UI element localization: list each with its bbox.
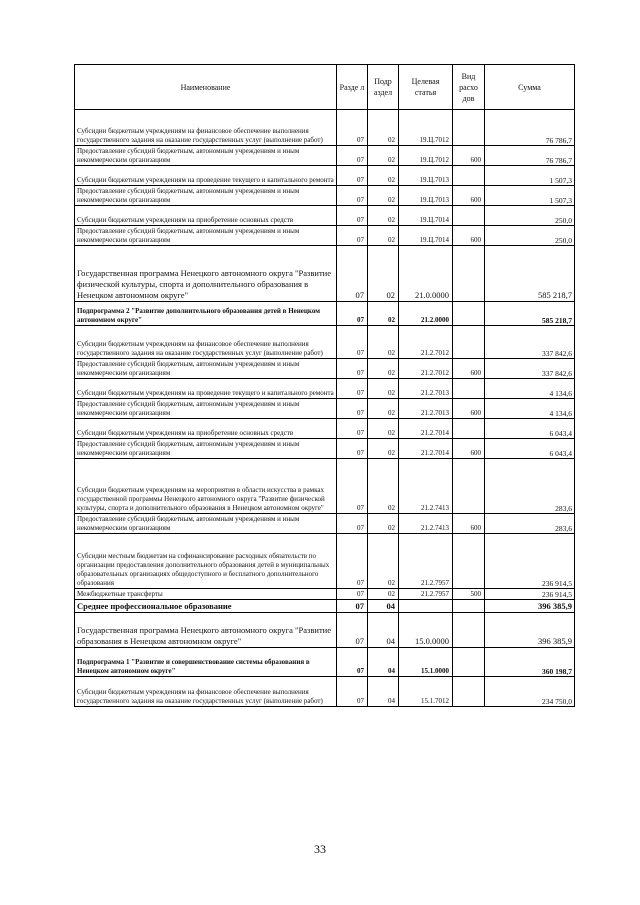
cell-section: 07 (337, 399, 368, 419)
cell-amount: 1 507,3 (485, 166, 575, 186)
cell-section: 07 (337, 326, 368, 359)
cell-expense-type (453, 459, 485, 514)
cell-expense-type (453, 246, 485, 302)
cell-subsection: 02 (368, 359, 399, 379)
cell-name: Субсидии бюджетным учреждениям на финансовое обеспечение выполнения государственного задания на оказание государственных услуг (выполнение работ) (75, 326, 337, 359)
cell-subsection: 02 (368, 589, 399, 600)
cell-amount: 585 218,7 (485, 246, 575, 302)
cell-target: 21.2.7013 (399, 379, 453, 399)
table-row (75, 648, 575, 677)
cell-expense-type (453, 613, 485, 648)
cell-target: 21.0.0000 (399, 246, 453, 302)
cell-subsection: 02 (368, 226, 399, 246)
cell-subsection: 02 (368, 146, 399, 166)
cell-expense-type: 600 (453, 439, 485, 459)
cell-name: Субсидии местным бюджетам на софинансирование расходных обязательств по организации предоставления дополнительного образования детей в муниципальных образовательных организациях общедоступного и бесплатного дополнительного образования (75, 534, 337, 589)
table-row (75, 589, 575, 600)
cell-expense-type (453, 206, 485, 226)
cell-subsection: 02 (368, 326, 399, 359)
page-number: 33 (314, 842, 326, 856)
table-row (75, 399, 575, 419)
cell-target: 15.1.0000 (399, 648, 453, 677)
header-expense-type: Вид расхо дов (453, 65, 485, 110)
cell-section: 07 (337, 379, 368, 399)
cell-expense-type (453, 379, 485, 399)
cell-expense-type (453, 166, 485, 186)
cell-section: 07 (337, 246, 368, 302)
cell-target: 21.2.7957 (399, 534, 453, 589)
cell-subsection: 02 (368, 459, 399, 514)
cell-section: 07 (337, 419, 368, 439)
cell-target: 19.Ц.7014 (399, 226, 453, 246)
header-amount: Сумма (485, 65, 575, 110)
cell-expense-type: 600 (453, 359, 485, 379)
header-section: Разде л (337, 65, 368, 110)
cell-amount: 1 507,3 (485, 186, 575, 206)
cell-amount: 76 786,7 (485, 146, 575, 166)
cell-amount: 4 134,6 (485, 399, 575, 419)
table-row (75, 110, 575, 146)
cell-target: 19.Ц.7013 (399, 166, 453, 186)
cell-expense-type: 500 (453, 589, 485, 600)
cell-amount: 585 218,7 (485, 302, 575, 326)
cell-subsection: 02 (368, 399, 399, 419)
cell-section: 07 (337, 514, 368, 534)
cell-name: Государственная программа Ненецкого автономного округа "Развитие физической культуры, спорта и дополнительного образования в Ненецком автономном округе" (75, 246, 337, 302)
cell-section: 07 (337, 359, 368, 379)
cell-name: Предоставление субсидий бюджетным, автономным учреждениям и иным некоммерческим организациям (75, 186, 337, 206)
cell-section: 07 (337, 613, 368, 648)
table-row (75, 186, 575, 206)
cell-amount: 396 385,9 (485, 600, 575, 613)
cell-section: 07 (337, 146, 368, 166)
table-row (75, 226, 575, 246)
cell-subsection: 02 (368, 246, 399, 302)
cell-target: 21.2.7014 (399, 439, 453, 459)
cell-subsection: 02 (368, 186, 399, 206)
cell-name: Предоставление субсидий бюджетным, автономным учреждениям и иным некоммерческим организациям (75, 439, 337, 459)
cell-name: Предоставление субсидий бюджетным, автономным учреждениям и иным некоммерческим организациям (75, 359, 337, 379)
cell-subsection: 02 (368, 534, 399, 589)
cell-amount: 337 842,6 (485, 326, 575, 359)
cell-subsection: 04 (368, 613, 399, 648)
cell-subsection: 02 (368, 379, 399, 399)
table-row (75, 459, 575, 514)
cell-subsection: 02 (368, 439, 399, 459)
table-row (75, 302, 575, 326)
cell-amount: 396 385,9 (485, 613, 575, 648)
cell-subsection: 02 (368, 514, 399, 534)
cell-expense-type: 600 (453, 226, 485, 246)
cell-name: Субсидии бюджетным учреждениям на финансовое обеспечение выполнения государственного задания на оказание государственных услуг (выполнение работ) (75, 677, 337, 707)
cell-amount: 236 914,5 (485, 534, 575, 589)
cell-target (399, 600, 453, 613)
cell-subsection: 02 (368, 206, 399, 226)
cell-subsection: 04 (368, 600, 399, 613)
cell-amount: 236 914,5 (485, 589, 575, 600)
cell-amount: 360 198,7 (485, 648, 575, 677)
cell-section: 07 (337, 589, 368, 600)
cell-target: 21.2.7012 (399, 326, 453, 359)
cell-amount: 337 842,6 (485, 359, 575, 379)
cell-name: Субсидии бюджетным учреждениям на приобретение основных средств (75, 206, 337, 226)
cell-target: 21.2.7012 (399, 359, 453, 379)
cell-name: Предоставление субсидий бюджетным, автономным учреждениям и иным некоммерческим организациям (75, 146, 337, 166)
table-row (75, 534, 575, 589)
cell-name: Предоставление субсидий бюджетным, автономным учреждениям и иным некоммерческим организациям (75, 514, 337, 534)
table-row (75, 514, 575, 534)
cell-name: Подпрограмма 2 "Развитие дополнительного образования детей в Ненецком автономном округе" (75, 302, 337, 326)
cell-name: Субсидии бюджетным учреждениям на проведение текущего и капитального ремонта (75, 379, 337, 399)
cell-target: 19.Ц.7012 (399, 110, 453, 146)
cell-name: Среднее профессиональное образование (75, 600, 337, 613)
table-row (75, 600, 575, 613)
cell-target: 21.2.7413 (399, 514, 453, 534)
cell-expense-type (453, 326, 485, 359)
cell-section: 07 (337, 459, 368, 514)
cell-name: Субсидии бюджетным учреждениям на финансовое обеспечение выполнения государственного задания на оказание государственных услуг (выполнение работ) (75, 110, 337, 146)
cell-section: 07 (337, 226, 368, 246)
cell-subsection: 04 (368, 677, 399, 707)
cell-subsection: 04 (368, 648, 399, 677)
cell-target: 19.Ц.7012 (399, 146, 453, 166)
cell-target: 21.2.7413 (399, 459, 453, 514)
cell-name: Предоставление субсидий бюджетным, автономным учреждениям и иным некоммерческим организациям (75, 226, 337, 246)
cell-section: 07 (337, 302, 368, 326)
cell-subsection: 02 (368, 110, 399, 146)
table-row (75, 359, 575, 379)
cell-section: 07 (337, 677, 368, 707)
budget-table (74, 64, 575, 707)
table-row (75, 439, 575, 459)
cell-expense-type: 600 (453, 514, 485, 534)
cell-subsection: 02 (368, 302, 399, 326)
cell-name: Субсидии бюджетным учреждениям на проведение текущего и капитального ремонта (75, 166, 337, 186)
cell-target: 21.2.7014 (399, 419, 453, 439)
cell-section: 07 (337, 206, 368, 226)
cell-expense-type (453, 110, 485, 146)
cell-subsection: 02 (368, 419, 399, 439)
cell-amount: 6 043,4 (485, 439, 575, 459)
cell-expense-type (453, 302, 485, 326)
table-row (75, 206, 575, 226)
cell-amount: 250,0 (485, 206, 575, 226)
cell-section: 07 (337, 534, 368, 589)
table-row (75, 419, 575, 439)
cell-expense-type (453, 677, 485, 707)
table-row (75, 677, 575, 707)
cell-amount: 283,6 (485, 514, 575, 534)
cell-amount: 283,6 (485, 459, 575, 514)
cell-amount: 76 786,7 (485, 110, 575, 146)
cell-name: Предоставление субсидий бюджетным, автономным учреждениям и иным некоммерческим организациям (75, 399, 337, 419)
cell-target: 15.0.0000 (399, 613, 453, 648)
cell-expense-type (453, 648, 485, 677)
cell-section: 07 (337, 166, 368, 186)
cell-expense-type (453, 600, 485, 613)
table-row (75, 166, 575, 186)
cell-target: 15.1.7012 (399, 677, 453, 707)
header-target: Целевая статья (399, 65, 453, 110)
cell-target: 21.2.7957 (399, 589, 453, 600)
cell-section: 07 (337, 110, 368, 146)
cell-amount: 250,0 (485, 226, 575, 246)
cell-section: 07 (337, 439, 368, 459)
header-subsection: Подр аздел (368, 65, 399, 110)
cell-expense-type (453, 534, 485, 589)
table-row (75, 146, 575, 166)
table-row (75, 246, 575, 302)
cell-name: Субсидии бюджетным учреждениям на мероприятия в области искусства в рамках государственной программы Ненецкого автономного округа "Развитие физической культуры, спорта и дополнительного образования в Ненецком автономном округе" (75, 459, 337, 514)
cell-target: 19.Ц.7013 (399, 186, 453, 206)
cell-expense-type: 600 (453, 399, 485, 419)
header-name: Наименование (75, 65, 337, 110)
cell-amount: 4 134,6 (485, 379, 575, 399)
cell-expense-type: 600 (453, 186, 485, 206)
cell-amount: 234 750,0 (485, 677, 575, 707)
cell-subsection: 02 (368, 166, 399, 186)
cell-amount: 6 043,4 (485, 419, 575, 439)
cell-name: Межбюджетные трансферты (75, 589, 337, 600)
cell-section: 07 (337, 600, 368, 613)
cell-name: Подпрограмма 1 "Развитие и совершенствование системы образования в Ненецком автономном округе" (75, 648, 337, 677)
cell-name: Субсидии бюджетным учреждениям на приобретение основных средств (75, 419, 337, 439)
cell-target: 21.2.0000 (399, 302, 453, 326)
cell-expense-type: 600 (453, 146, 485, 166)
cell-name: Государственная программа Ненецкого автономного округа "Развитие образования в Ненецком автономном округе" (75, 613, 337, 648)
cell-expense-type (453, 419, 485, 439)
header-row (75, 65, 575, 110)
table-row (75, 326, 575, 359)
table-row (75, 613, 575, 648)
cell-section: 07 (337, 648, 368, 677)
table-row (75, 379, 575, 399)
cell-target: 19.Ц.7014 (399, 206, 453, 226)
cell-target: 21.2.7013 (399, 399, 453, 419)
cell-section: 07 (337, 186, 368, 206)
